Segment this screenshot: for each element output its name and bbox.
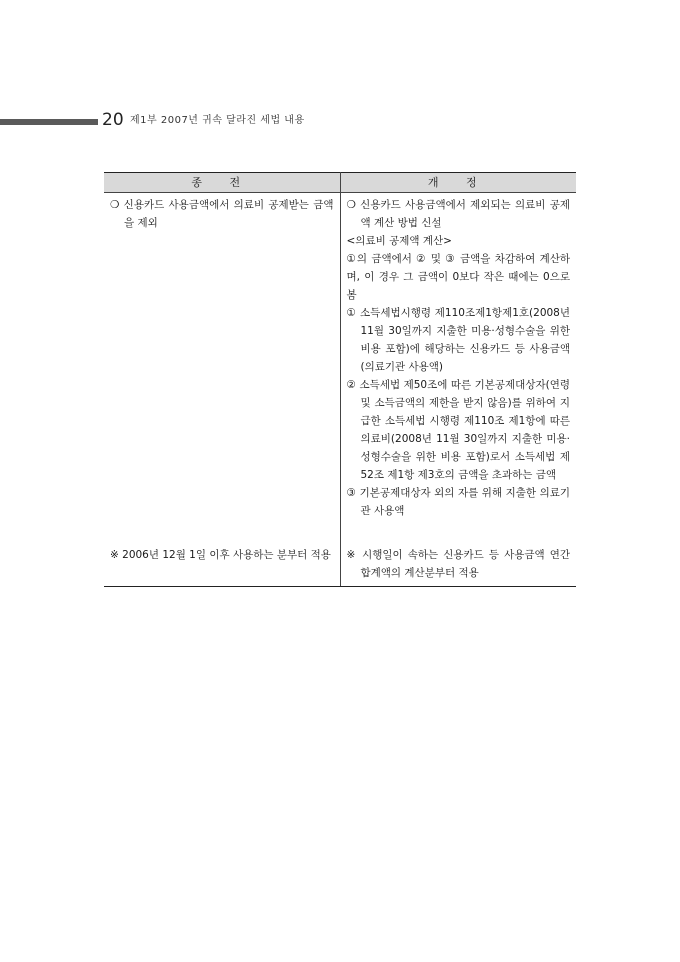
calc-sub-3: ③ 기본공제대상자 외의 자를 위해 지출한 의료기관 사용액 (346, 487, 570, 517)
table-header-row (104, 173, 576, 193)
page-number: 20 (102, 110, 124, 130)
after-note-cell (340, 543, 576, 587)
table-row-main (104, 193, 576, 544)
before-note: ※ 2006년 12월 1일 이후 사용하는 분부터 적용 (110, 549, 331, 561)
header-after: 개 정 (340, 173, 576, 193)
after-note: ※ 시행일이 속하는 신용카드 등 사용금액 연간 합계액의 계산분부터 적용 (346, 549, 570, 579)
header-before: 종 전 (104, 173, 340, 193)
running-title: 제1부 2007년 귀속 달라진 세법 내용 (130, 115, 305, 126)
calc-body: ①의 금액에서 ② 및 ③ 금액을 차감하여 계산하며, 이 경우 그 금액이 0보다 작은 때에는 0으로 봄 (346, 253, 570, 301)
after-cell (340, 193, 576, 544)
calc-title: <의료비 공제액 계산> (346, 235, 452, 247)
before-item: ❍ 신용카드 사용금액에서 의료비 공제받는 금액을 제외 (110, 199, 334, 229)
header-rule (0, 119, 98, 125)
calc-sub-2: ② 소득세법 제50조에 따른 기본공제대상자(연령 및 소득금액의 제한을 받지 않음)를 위하여 지급한 소득세법 시행령 제110조 제1항에 따른 의료비(2008년 11월 30일까지 지출한 미용·성형수술을 위한 비용 포함)로서 소득세법 제52조 제1항 제3호의 금액을 초과하는 금액 (346, 379, 570, 481)
calc-sub-1: ① 소득세법시행령 제110조제1항제1호(2008년 11월 30일까지 지출한 미용·성형수술을 위한 비용 포함)에 해당하는 신용카드 등 사용금액(의료기관 사용액) (346, 307, 570, 373)
comparison-table (104, 172, 576, 587)
before-cell (104, 193, 340, 544)
after-item: ❍ 신용카드 사용금액에서 제외되는 의료비 공제액 계산 방법 신설 (346, 199, 570, 229)
before-note-cell (104, 543, 340, 587)
table-row-note (104, 543, 576, 587)
